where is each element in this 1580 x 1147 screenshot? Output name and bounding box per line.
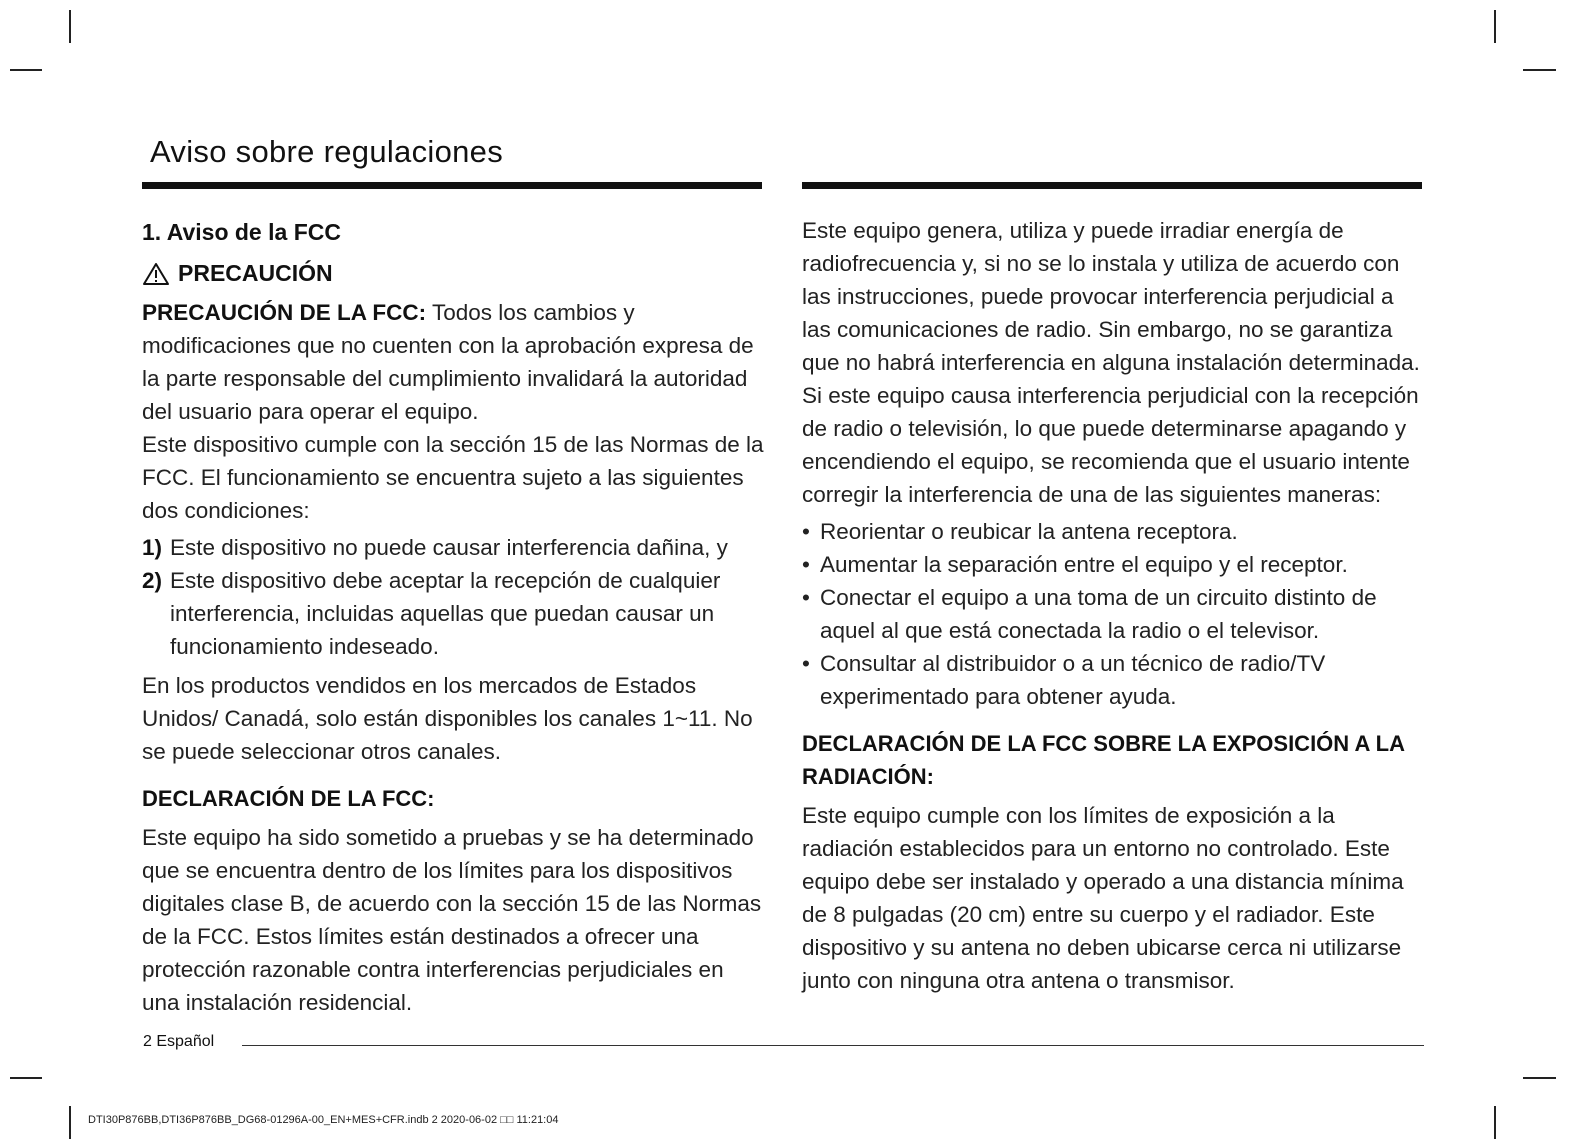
measure-text: Conectar el equipo a una toma de un circuito distinto de aquel al que está conectada la radio o el televisor. [820, 585, 1377, 643]
list-item [802, 515, 1424, 548]
condition-text: Este dispositivo no puede causar interferencia dañina, y [170, 535, 728, 560]
list-item [802, 548, 1424, 581]
left-column [142, 214, 766, 1019]
warning-triangle-icon [142, 262, 170, 286]
right-column [802, 214, 1424, 997]
condition-number: 1) [142, 535, 163, 560]
title-rule-right [802, 182, 1422, 189]
crop-mark-bottom-right-horizontal [1523, 1077, 1556, 1079]
page-footer-label: 2 Español [143, 1033, 215, 1050]
markets-paragraph: En los productos vendidos en los mercados de Estados Unidos/ Canadá, solo están disponibles los canales 1~11. No se puede seleccionar otros canales. [142, 673, 753, 764]
page-title: Aviso sobre regulaciones [150, 134, 503, 169]
list-item [802, 647, 1424, 713]
bullet-icon: • [802, 552, 810, 577]
list-item [142, 564, 766, 663]
list-item [142, 531, 766, 564]
fcc-caution-text: Todos los cambios y modificaciones que no cuenten con la aprobación expresa de la parte responsable del cumplimiento invalidará la autoridad del usuario para operar el equipo. [142, 300, 754, 424]
fcc-caution-label: PRECAUCIÓN DE LA FCC: [142, 300, 427, 325]
list-item [802, 581, 1424, 647]
measure-text: Consultar al distribuidor o a un técnico de radio/TV experimentado para obtener ayuda. [820, 651, 1326, 709]
conditions-list [142, 531, 766, 663]
crop-mark-top-left-horizontal [10, 69, 42, 71]
crop-mark-bottom-left-vertical [69, 1106, 71, 1139]
measures-list [802, 515, 1424, 713]
condition-text: Este dispositivo debe aceptar la recepción de cualquier interferencia, incluidas aquellas que puedan causar un funcionamiento indeseado. [170, 568, 721, 659]
print-slug: DTI30P876BB,DTI36P876BB_DG68-01296A-00_EN+MES+CFR.indb 2 2020-06-02 □□ 11:21:04 [88, 1114, 559, 1126]
crop-mark-top-right-vertical [1494, 10, 1496, 43]
bullet-icon: • [802, 585, 810, 610]
intro-paragraph: Este equipo genera, utiliza y puede irradiar energía de radiofrecuencia y, si no se lo instala y utiliza de acuerdo con las instrucciones, puede provocar interferencia perjudicial a las comunicaciones de radio. Sin embargo, no se garantiza que no habrá interferencia en alguna instalación determinada. Si este equipo causa interferencia perjudicial con la recepción de radio o televisión, lo que puede determinarse apagando y encendiendo el equipo, se recomienda que el usuario intente corregir la interferencia de una de las siguientes maneras: [802, 218, 1420, 507]
crop-mark-top-left-vertical [69, 10, 71, 43]
bullet-icon: • [802, 651, 810, 676]
radiation-paragraph: Este equipo cumple con los límites de exposición a la radiación establecidos para un entorno no controlado. Este equipo debe ser instalado y operado a una distancia mínima de 8 pulgadas (20 cm) entre su cuerpo y el radiador. Este dispositivo y su antena no deben ubicarse cerca ni utilizarse junto con ninguna otra antena o transmisor. [802, 803, 1404, 993]
radiation-heading: DECLARACIÓN DE LA FCC SOBRE LA EXPOSICIÓN A LA RADIACIÓN: [802, 731, 1405, 789]
compliance-paragraph: Este dispositivo cumple con la sección 15 de las Normas de la FCC. El funcionamiento se encuentra sujeto a las siguientes dos condiciones: [142, 432, 764, 523]
section-heading: 1. Aviso de la FCC [142, 219, 341, 245]
crop-mark-bottom-left-horizontal [10, 1077, 42, 1079]
measure-text: Aumentar la separación entre el equipo y el receptor. [820, 552, 1348, 577]
measure-text: Reorientar o reubicar la antena receptora. [820, 519, 1238, 544]
crop-mark-top-right-horizontal [1523, 69, 1556, 71]
condition-number: 2) [142, 568, 163, 593]
title-rule-left [142, 182, 762, 189]
bullet-icon: • [802, 519, 810, 544]
declaration-paragraph: Este equipo ha sido sometido a pruebas y se ha determinado que se encuentra dentro de los límites para los dispositivos digitales clase B, de acuerdo con la sección 15 de las Normas de la FCC. Estos límites están destinados a ofrecer una protección razonable contra interferencias perjudiciales en una instalación residencial. [142, 825, 762, 1015]
crop-mark-bottom-right-vertical [1494, 1106, 1496, 1139]
fcc-caution-paragraph [142, 296, 766, 428]
declaration-heading: DECLARACIÓN DE LA FCC: [142, 786, 435, 811]
caution-heading [142, 257, 766, 290]
footer-rule [242, 1045, 1424, 1046]
caution-label: PRECAUCIÓN [178, 260, 333, 286]
